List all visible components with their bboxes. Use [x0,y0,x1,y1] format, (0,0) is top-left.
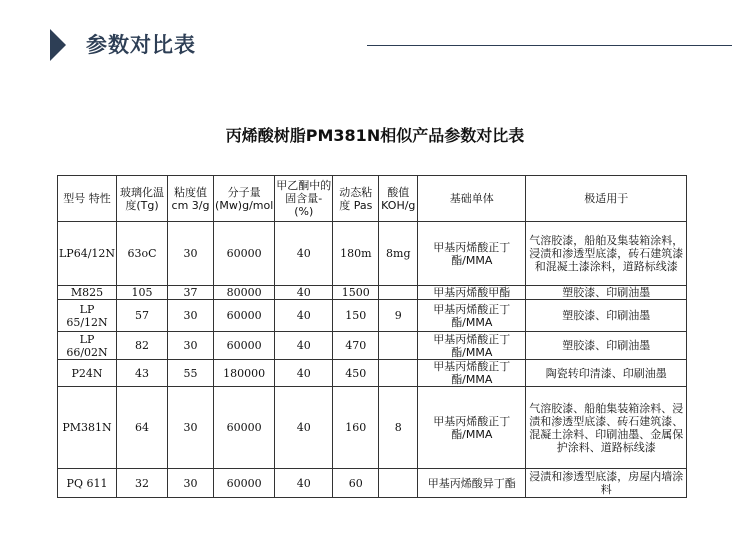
header-cell-base-monomer: 基础单体 [418,176,526,222]
cell-model: LP64/12N [58,222,117,286]
table-row [58,332,687,360]
header-cell-application: 极适用于 [526,176,687,222]
cell-base-monomer: 甲基丙烯酸正丁酯/MMA [418,360,526,387]
cell-tg: 82 [117,332,168,360]
cell-solid-content: 40 [275,360,333,387]
cell-molecular-weight: 180000 [214,360,275,387]
cell-molecular-weight: 60000 [214,222,275,286]
cell-molecular-weight: 60000 [214,387,275,469]
header-cell-model: 型号 特性 [58,176,117,222]
cell-solid-content: 40 [275,387,333,469]
table-header-row [58,176,687,222]
header-cell-molecular-weight: 分子量(Mw)g/mol [214,176,275,222]
table-row [58,286,687,300]
cell-dynamic-viscosity: 450 [333,360,379,387]
header-cell-viscosity: 粘度值cm 3/g [168,176,214,222]
cell-solid-content: 40 [275,469,333,498]
cell-viscosity: 30 [168,300,214,332]
table-row [58,300,687,332]
cell-acid-value: 8 [379,387,418,469]
cell-tg: 63oC [117,222,168,286]
cell-acid-value [379,360,418,387]
cell-viscosity: 37 [168,286,214,300]
cell-base-monomer: 甲基丙烯酸正丁酯/MMA [418,332,526,360]
cell-base-monomer: 甲基丙烯酸异丁酯 [418,469,526,498]
cell-viscosity: 30 [168,332,214,360]
cell-acid-value [379,286,418,300]
cell-acid-value [379,332,418,360]
cell-acid-value [379,469,418,498]
header-divider [367,45,732,46]
cell-model: PQ 611 [58,469,117,498]
cell-solid-content: 40 [275,286,333,300]
cell-model: PM381N [58,387,117,469]
cell-molecular-weight: 80000 [214,286,275,300]
cell-application: 气溶胶漆，船舶及集装箱涂料，浸渍和渗透型底漆，砖石建筑漆和混凝土漆涂料，道路标线漆 [526,222,687,286]
cell-tg: 105 [117,286,168,300]
cell-molecular-weight: 60000 [214,300,275,332]
cell-base-monomer: 甲基丙烯酸正丁酯/MMA [418,387,526,469]
table-row [58,387,687,469]
cell-model: LP 65/12N [58,300,117,332]
header-cell-acid-value: 酸值KOH/g [379,176,418,222]
cell-acid-value: 8mg [379,222,418,286]
cell-viscosity: 30 [168,387,214,469]
table-row [58,360,687,387]
cell-tg: 57 [117,300,168,332]
cell-application: 气溶胶漆、船舶集装箱涂料、浸渍和渗透型底漆、砖石建筑漆、混凝土涂料、印刷油墨、金属保护涂料、道路标线漆 [526,387,687,469]
cell-base-monomer: 甲基丙烯酸正丁酯/MMA [418,222,526,286]
table-title: 丙烯酸树脂PM381N相似产品参数对比表 [225,126,525,145]
cell-viscosity: 30 [168,469,214,498]
header-cell-solid-content: 甲乙酮中的固含量- (%) [275,176,333,222]
cell-application: 塑胶漆、印刷油墨 [526,332,687,360]
cell-tg: 64 [117,387,168,469]
cell-application: 浸渍和渗透型底漆，房屋内墙涂料 [526,469,687,498]
cell-solid-content: 40 [275,300,333,332]
cell-application: 塑胶漆、印刷油墨 [526,300,687,332]
cell-dynamic-viscosity: 160 [333,387,379,469]
page-title: 参数对比表 [86,33,196,57]
header-cell-tg: 玻璃化温度(Tg) [117,176,168,222]
cell-dynamic-viscosity: 1500 [333,286,379,300]
cell-model: LP 66/02N [58,332,117,360]
cell-base-monomer: 甲基丙烯酸正丁酯/MMA [418,300,526,332]
chevron-right-icon [50,29,66,61]
cell-application: 陶瓷转印清漆、印刷油墨 [526,360,687,387]
cell-solid-content: 40 [275,332,333,360]
header-cell-dynamic-viscosity: 动态粘度 Pas [333,176,379,222]
cell-application: 塑胶漆、印刷油墨 [526,286,687,300]
cell-dynamic-viscosity: 150 [333,300,379,332]
comparison-table [57,175,687,498]
cell-base-monomer: 甲基丙烯酸甲酯 [418,286,526,300]
cell-viscosity: 55 [168,360,214,387]
cell-viscosity: 30 [168,222,214,286]
comparison-table-container [57,175,687,498]
cell-molecular-weight: 60000 [214,332,275,360]
cell-solid-content: 40 [275,222,333,286]
cell-dynamic-viscosity: 60 [333,469,379,498]
table-row [58,222,687,286]
cell-tg: 32 [117,469,168,498]
cell-molecular-weight: 60000 [214,469,275,498]
cell-tg: 43 [117,360,168,387]
cell-acid-value: 9 [379,300,418,332]
cell-model: M825 [58,286,117,300]
cell-model: P24N [58,360,117,387]
cell-dynamic-viscosity: 180m [333,222,379,286]
cell-dynamic-viscosity: 470 [333,332,379,360]
table-row [58,469,687,498]
